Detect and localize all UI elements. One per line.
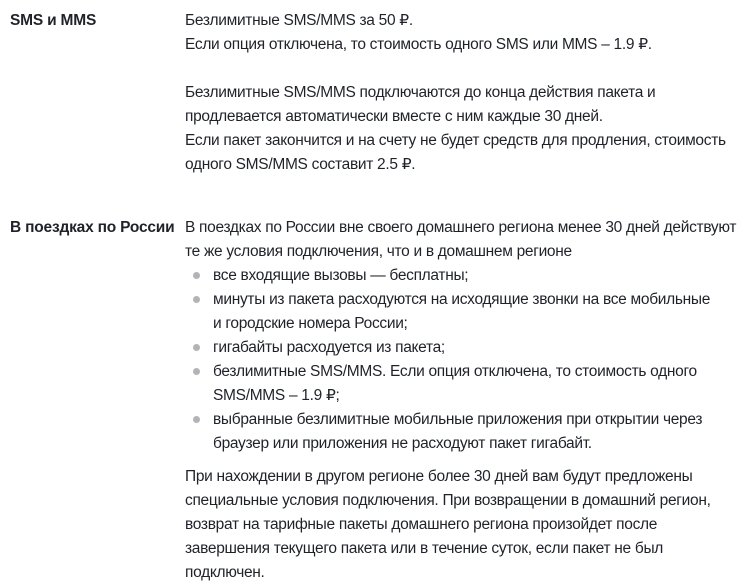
section-travel-russia <box>10 216 741 584</box>
text-line: продлевается автоматически вместе с ним каждые 30 дней. <box>185 108 603 125</box>
section-content <box>185 9 741 177</box>
paragraph <box>185 81 741 177</box>
bullet-icon <box>193 416 200 423</box>
tariff-description <box>10 9 741 584</box>
bullet-icon <box>193 272 200 279</box>
bullet-icon <box>193 296 200 303</box>
text-line: браузер или приложения не расходуют пакет гигабайт. <box>213 435 592 452</box>
text-line: подключен. <box>185 564 265 581</box>
paragraph <box>185 216 741 264</box>
bullet-list <box>185 264 741 456</box>
bullet-item <box>185 336 741 360</box>
text-line: В поездках по России вне своего домашнего региона менее 30 дней действуют <box>185 219 737 236</box>
text-line: Если пакет закончится и на счету не будет средств для продления, стоимость <box>185 132 726 149</box>
bullet-item <box>185 264 741 288</box>
paragraph <box>185 9 741 57</box>
text-line: минуты из пакета расходуются на исходящие звонки на все мобильные <box>213 291 711 308</box>
text-line: Безлимитные SMS/MMS подключаются до конца действия пакета и <box>185 84 656 101</box>
text-line: гигабайты расходуется из пакета; <box>213 339 445 356</box>
text-line: все входящие вызовы — бесплатны; <box>213 267 469 284</box>
text-line: выбранные безлимитные мобильные приложения при открытии через <box>213 411 703 428</box>
text-line: Безлимитные SMS/MMS за 50 ₽. <box>185 12 413 29</box>
text-line: те же условия подключения, что и в домашнем регионе <box>185 243 572 260</box>
bullet-icon <box>193 368 200 375</box>
text-line: безлимитные SMS/MMS. Если опция отключена, то стоимость одного <box>213 363 697 380</box>
bullet-icon <box>193 344 200 351</box>
text-line: одного SMS/MMS составит 2.5 ₽. <box>185 156 416 173</box>
bullet-item <box>185 360 741 408</box>
text-line: завершения текущего пакета или в течение суток, если пакет не был <box>185 540 664 557</box>
bullet-item <box>185 288 741 336</box>
text-line: и городские номера России; <box>213 315 408 332</box>
paragraph <box>185 465 741 584</box>
section-heading: В поездках по России <box>10 219 175 236</box>
text-line: SMS/MMS – 1.9 ₽; <box>213 387 340 404</box>
section-heading: SMS и MMS <box>10 12 97 29</box>
bullet-item <box>185 408 741 456</box>
text-line: При нахождении в другом регионе более 30 дней вам будут предложены <box>185 468 693 485</box>
text-line: специальные условия подключения. При возвращении в домашний регион, <box>185 492 711 509</box>
section-sms-mms <box>10 9 741 177</box>
section-content <box>185 216 741 584</box>
text-line: возврат на тарифные пакеты домашнего региона произойдет после <box>185 516 658 533</box>
text-line: Если опция отключена, то стоимость одного SMS или MMS – 1.9 ₽. <box>185 36 652 53</box>
